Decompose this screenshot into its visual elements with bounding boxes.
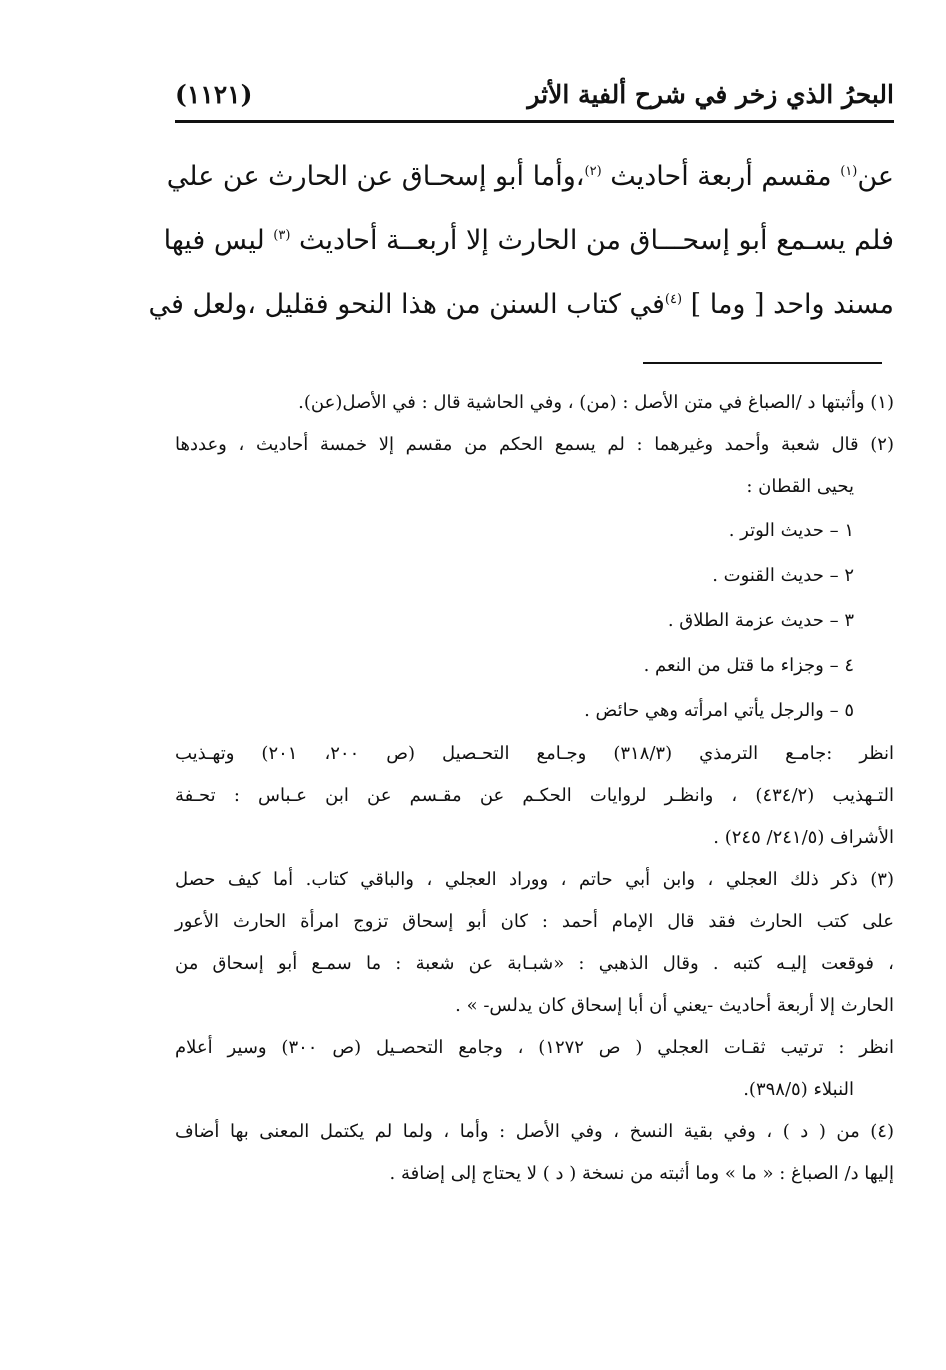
footnote-line: انظر : ترتيب ثقـات العجلي ( ص ١٢٧٢) ، وجامع التحصـيل (ص ٣٠٠) وسير أعلام [175, 1037, 895, 1058]
main-text-line [166, 140, 894, 204]
footnote-3 [175, 859, 894, 1111]
text-segment: مقسم أربعة أحاديث [601, 161, 841, 192]
footnote-2 [175, 424, 894, 859]
page-number: (١١٢١) [175, 80, 253, 109]
footnote-line: إليها د/ الصباغ : « ما » وما أثبته من نسخة ( د ) لا يحتاج إلى إضافة . [389, 1163, 894, 1184]
footnote-line: على كتب الحارث فقد قال الإمام أحمد : كان أبو إسحاق تزوج امرأة الحارث الأعور [175, 911, 894, 932]
text-segment: مسند واحد [ وما ] [682, 289, 894, 320]
footnote-1 [175, 382, 894, 424]
page-header [175, 78, 894, 120]
header-divider [175, 120, 894, 123]
list-item: ٥ – والرجل يأتي امرأته وهي حائض . [584, 700, 854, 721]
list-item: ٣ – حديث عزمة الطلاق . [667, 610, 854, 631]
footnote-line: ، فوقعت إليـه كتبه . وقال الذهبي : «شبـابة عن شعبة : ما سمـع أبو إسحاق من [175, 953, 894, 974]
footnote-reference: (٣) [273, 228, 291, 243]
text-segment: فلم يسـمع أبو إسحـــاق من الحارث إلا أربعــة أحاديث [290, 225, 894, 256]
text-segment: عن [857, 161, 894, 192]
footnote-4 [175, 1111, 894, 1195]
text-segment: في كتاب السنن من هذا النحو فقليل ،ولعل في [148, 289, 665, 320]
text-segment: ليس فيها [163, 225, 274, 256]
footnote-line: التـهذيب (٤٣٤/٢) ، وانظـر لروايات الحكـم عن مقـسم عن ابن عـباس : تحـفة [175, 785, 894, 806]
footnote-line: النبلاء (٣٩٨/٥). [743, 1079, 854, 1100]
footnote-divider [643, 362, 882, 364]
list-item: ١ – حديث الوتر . [728, 520, 854, 541]
footnote-line: (١) وأثبتها د /الصباغ في متن الأصل : (من) ، وفي الحاشية قال : في الأصل(عن). [298, 392, 894, 413]
footnote-reference: (٢) [584, 164, 602, 179]
footnote-line: (٤) من ( د ) ، وفي بقية النسخ ، وفي الأصل : وأما ، ولما لم يكتمل المعنى بها أضاف [175, 1121, 894, 1142]
main-text-line [163, 204, 894, 268]
footnote-line: يحيى القطان : [746, 476, 854, 497]
footnote-line: الأشراف (٢٤١/٥/ ٢٤٥) . [713, 827, 894, 848]
footnote-reference: (١) [840, 164, 858, 179]
text-segment: ،وأما أبو إسحـاق عن الحارث عن علي [166, 161, 585, 192]
list-item: ٢ – حديث القنوت . [712, 565, 854, 586]
footnote-line: الحارث إلا أربعة أحاديث -يعني أن أبا إسحاق كان يدلس- » . [455, 995, 894, 1016]
main-text [148, 140, 894, 332]
list-item: ٤ – وجزاء ما قتل من النعم . [643, 655, 854, 676]
running-title: البحرُ الذي زخر في شرح ألفية الأثر [527, 80, 894, 109]
footnote-line: (٢) قال شعبة وأحمد وغيرهما : لم يسمع الحكم من مقسم إلا خمسة أحاديث ، وعددها [175, 434, 894, 455]
main-text-line [148, 268, 894, 332]
footnote-line: (٣) ذكر ذلك العجلي ، وابن أبي حاتم ، ووراد العجلي ، والباقي كتاب. أما كيف حصل [175, 869, 894, 890]
footnote-line: انظر :جامـع الترمذي (٣١٨/٣) وجـامع التحـصيل (ص ٢٠٠، ٢٠١) وتهـذيب [175, 743, 895, 764]
footnotes [175, 382, 894, 1195]
footnote-reference: (٤) [664, 292, 683, 307]
